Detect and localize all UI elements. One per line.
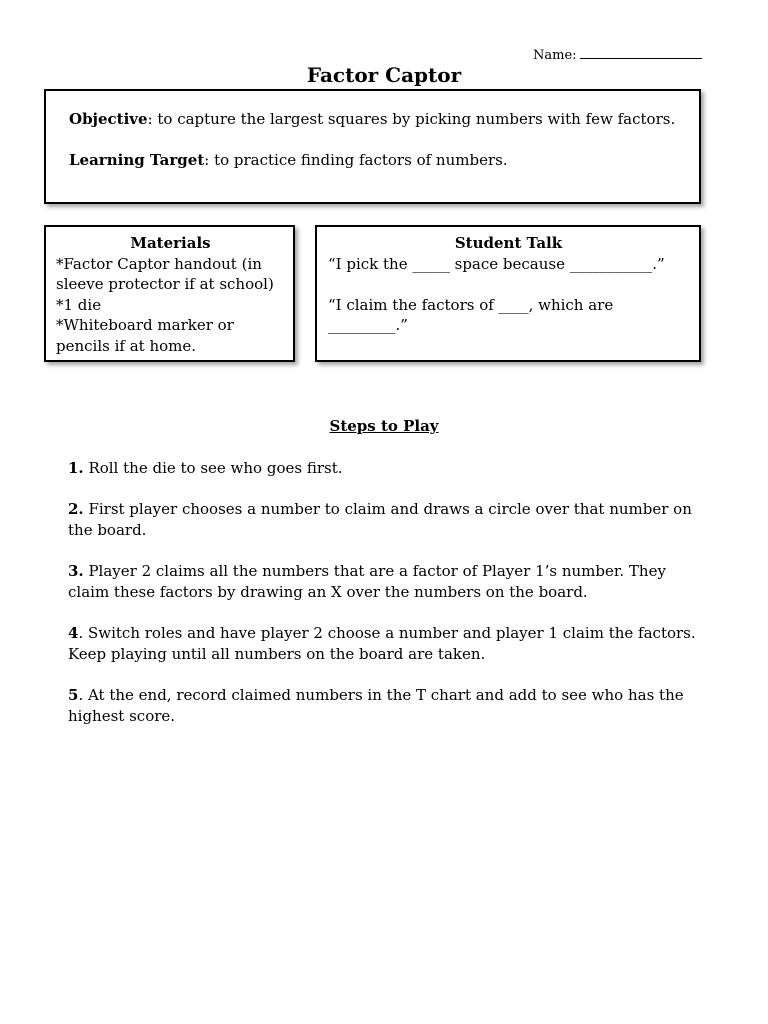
name-label: Name: [533,48,577,63]
objective-line [69,109,699,129]
learning-target-line [69,150,699,170]
steps-list [68,458,708,747]
name-field[interactable] [533,46,702,63]
step-text: . At the end, record claimed numbers in the T chart and add to see who has the highest score. [68,686,684,725]
objective-label: Objective [69,110,148,128]
step-item [68,685,708,727]
step-text: . Switch roles and have player 2 choose a number and player 1 claim the factors. Keep playing until all numbers on the board are taken. [68,624,696,663]
step-item [68,499,708,541]
student-talk-box [315,225,701,362]
step-text: Roll the die to see who goes first. [83,459,343,477]
page-title: Factor Captor [306,63,462,87]
objective-text: : to capture the largest squares by picking numbers with few factors. [147,110,676,128]
materials-box [44,225,295,362]
materials-heading: Materials [130,234,211,252]
step-item [68,458,708,479]
step-number: 2. [68,500,84,518]
step-text: First player chooses a number to claim and draws a circle over that number on the board. [68,500,692,539]
step-number: 3. [68,562,84,580]
step-item [68,623,708,665]
materials-item: *Factor Captor handout (in sleeve protector if at school) [56,254,274,293]
step-number: 1. [68,459,84,477]
step-item [68,561,708,603]
learning-target-label: Learning Target [69,151,205,169]
objective-box [44,89,701,204]
name-blank-line[interactable] [580,46,702,59]
step-number: 4 [68,624,79,642]
step-number: 5 [68,686,79,704]
student-talk-line: “I pick the _____ space because ___________.” [328,254,665,273]
steps-title: Steps to Play [329,417,439,435]
materials-item: *1 die [56,295,102,314]
materials-item: *Whiteboard marker or pencils if at home. [56,316,234,355]
student-talk-heading: Student Talk [454,234,563,252]
student-talk-line: “I claim the factors of ____, which are _________.” [328,295,614,334]
learning-target-text: : to practice finding factors of numbers. [204,151,508,169]
step-text: Player 2 claims all the numbers that are a factor of Player 1’s number. They claim these factors by drawing an X over the numbers on the board. [68,562,666,601]
